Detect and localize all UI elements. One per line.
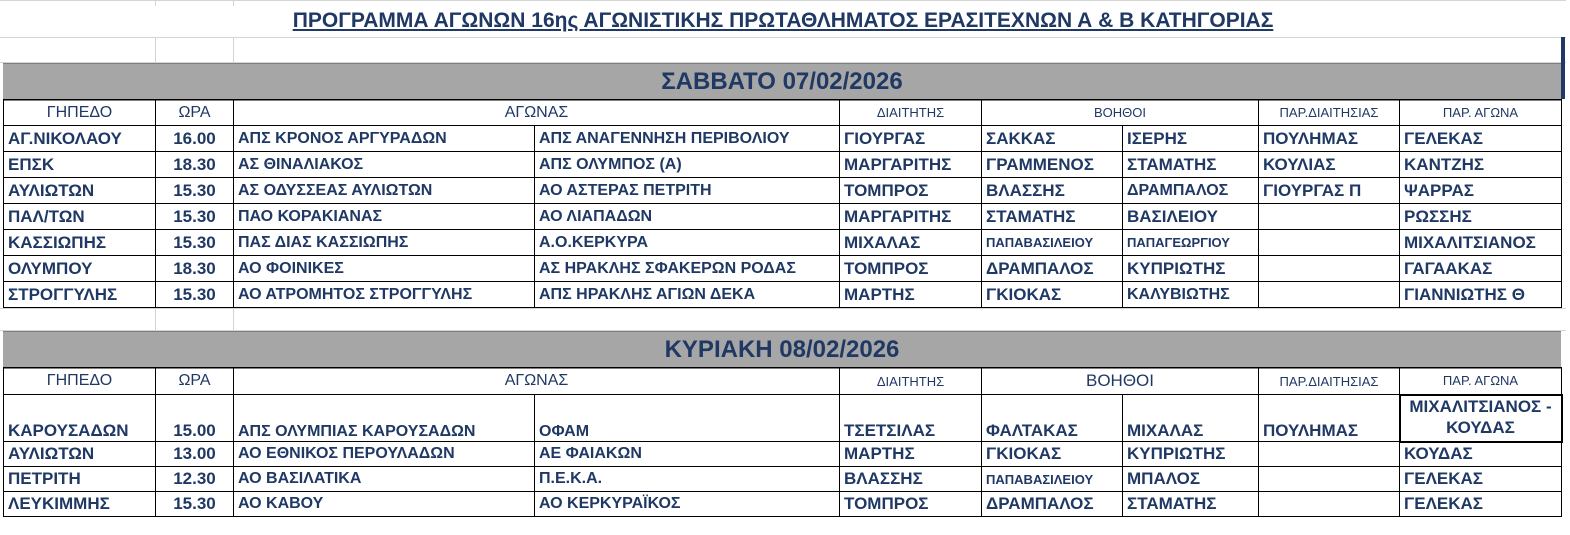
match-observer-cell[interactable]: ΜΙΧΑΛΙΤΣΙΑΝΟΣ - ΚΟΥΔΑΣ — [1400, 395, 1562, 442]
assistant1-cell: ΒΛΑΣΣΗΣ — [982, 178, 1123, 204]
table-row — [4, 467, 1562, 492]
home-team-cell: ΑΟ ΚΑΒΟΥ — [234, 492, 535, 517]
home-team-cell: ΑΣ ΘΙΝΑΛΙΑΚΟΣ — [234, 152, 535, 178]
referee-cell: ΤΣΕΤΣΙΛΑΣ — [840, 395, 982, 442]
col-venue: ΓΗΠΕΔΟ — [4, 100, 156, 126]
assistant2-cell: ΜΙΧΑΛΑΣ — [1123, 395, 1259, 442]
table-row — [4, 492, 1562, 517]
assistant2-cell: ΙΣΕΡΗΣ — [1123, 126, 1259, 152]
assistant2-cell: ΚΥΠΡΙΩΤΗΣ — [1123, 442, 1259, 467]
away-team-cell: ΑΠΣ ΟΛΥΜΠΟΣ (Α) — [535, 152, 840, 178]
home-team-cell: ΑΠΣ ΚΡΟΝΟΣ ΑΡΓΥΡΑΔΩΝ — [234, 126, 535, 152]
col-assistants: ΒΟΗΘΟΙ — [982, 368, 1259, 395]
assistant1-cell: ΓΚΙΟΚΑΣ — [982, 442, 1123, 467]
assistant1-cell: ΠΑΠΑΒΑΣΙΛΕΙΟΥ — [982, 230, 1123, 256]
venue-cell: ΚΑΡΟΥΣΑΔΩΝ — [4, 395, 156, 442]
home-team-cell: ΑΟ ΦΟΙΝΙΚΕΣ — [234, 256, 535, 282]
referee-cell: ΤΟΜΠΡΟΣ — [840, 492, 982, 517]
col-match: ΑΓΩΝΑΣ — [234, 368, 840, 395]
gridline — [0, 308, 1566, 309]
col-assistants: ΒΟΗΘΟΙ — [982, 100, 1259, 126]
away-team-cell: ΑΠΣ ΑΝΑΓΕΝΝΗΣΗ ΠΕΡΙΒΟΛΙΟΥ — [535, 126, 840, 152]
away-team-cell: ΑΟ ΚΕΡΚΥΡΑΪΚΟΣ — [535, 492, 840, 517]
referee-cell: ΜΑΡΓΑΡΙΤΗΣ — [840, 152, 982, 178]
venue-cell: ΕΠΣΚ — [4, 152, 156, 178]
venue-cell: ΑΥΛΙΩΤΩΝ — [4, 178, 156, 204]
away-team-cell: Π.Ε.Κ.Α. — [535, 467, 840, 492]
gridline — [0, 37, 1566, 38]
home-team-cell: ΑΠΣ ΟΛΥΜΠΙΑΣ ΚΑΡΟΥΣΑΔΩΝ — [234, 395, 535, 442]
assistant1-cell: ΠΑΠΑΒΑΣΙΛΕΙΟΥ — [982, 467, 1123, 492]
match-observer-cell: ΓΑΓΑΑΚΑΣ — [1400, 256, 1562, 282]
gridline — [233, 308, 234, 330]
match-observer-cell: ΚΑΝΤΖΗΣ — [1400, 152, 1562, 178]
schedule-table — [3, 367, 1563, 517]
referee-cell: ΜΑΡΓΑΡΙΤΗΣ — [840, 204, 982, 230]
gridline — [155, 37, 156, 62]
home-team-cell: ΑΟ ΑΤΡΟΜΗΤΟΣ ΣΤΡΟΓΓΥΛΗΣ — [234, 282, 535, 308]
time-cell: 18.30 — [156, 152, 234, 178]
assistant1-cell: ΔΡΑΜΠΑΛΟΣ — [982, 256, 1123, 282]
away-team-cell: ΑΟ ΛΙΑΠΑΔΩΝ — [535, 204, 840, 230]
col-time: ΩΡΑ — [156, 100, 234, 126]
assistant1-cell: ΓΡΑΜΜΕΝΟΣ — [982, 152, 1123, 178]
venue-cell: ΣΤΡΟΓΓΥΛΗΣ — [4, 282, 156, 308]
match-observer-cell: ΡΩΣΣΗΣ — [1400, 204, 1562, 230]
assistant1-cell: ΣΑΚΚΑΣ — [982, 126, 1123, 152]
venue-cell: ΠΕΤΡΙΤΗ — [4, 467, 156, 492]
table-row — [4, 282, 1562, 308]
assistant1-cell: ΣΤΑΜΑΤΗΣ — [982, 204, 1123, 230]
time-cell: 12.30 — [156, 467, 234, 492]
schedule-table — [3, 99, 1562, 308]
time-cell: 15.30 — [156, 492, 234, 517]
ref-observer-cell: ΠΟΥΛΗΜΑΣ — [1259, 126, 1400, 152]
table-row — [4, 126, 1562, 152]
ref-observer-cell: ΓΙΟΥΡΓΑΣ Π — [1259, 178, 1400, 204]
away-team-cell: ΑΕ ΦΑΙΑΚΩΝ — [535, 442, 840, 467]
time-cell: 13.00 — [156, 442, 234, 467]
col-match-observer: ΠΑΡ. ΑΓΩΝΑ — [1400, 368, 1562, 395]
assistant2-cell: ΜΠΑΛΟΣ — [1123, 467, 1259, 492]
ref-observer-cell — [1259, 256, 1400, 282]
header-row — [4, 368, 1562, 395]
table-row — [4, 204, 1562, 230]
col-ref-observer: ΠΑΡ.ΔΙΑΙΤΗΣΙΑΣ — [1259, 368, 1400, 395]
time-cell: 15.30 — [156, 230, 234, 256]
assistant2-cell: ΣΤΑΜΑΤΗΣ — [1123, 152, 1259, 178]
venue-cell: ΑΥΛΙΩΤΩΝ — [4, 442, 156, 467]
table-row — [4, 442, 1562, 467]
ref-observer-cell — [1259, 492, 1400, 517]
cell-border-accent — [1561, 37, 1565, 99]
time-cell: 18.30 — [156, 256, 234, 282]
referee-cell: ΓΙΟΥΡΓΑΣ — [840, 126, 982, 152]
table-row — [4, 395, 1562, 442]
day-banner: ΣΑΒΒΑΤΟ 07/02/2026 — [3, 63, 1561, 101]
referee-cell: ΜΑΡΤΗΣ — [840, 282, 982, 308]
referee-cell: ΤΟΜΠΡΟΣ — [840, 256, 982, 282]
time-cell: 15.30 — [156, 282, 234, 308]
away-team-cell: ΑΣ ΗΡΑΚΛΗΣ ΣΦΑΚΕΡΩΝ ΡΟΔΑΣ — [535, 256, 840, 282]
away-team-cell: ΟΦΑΜ — [535, 395, 840, 442]
gridline — [155, 308, 156, 330]
home-team-cell: ΑΟ ΒΑΣΙΛΑΤΙΚΑ — [234, 467, 535, 492]
ref-observer-cell — [1259, 204, 1400, 230]
ref-observer-cell — [1259, 282, 1400, 308]
away-team-cell: ΑΠΣ ΗΡΑΚΛΗΣ ΑΓΙΩΝ ΔΕΚΑ — [535, 282, 840, 308]
match-observer-cell: ΜΙΧΑΛΙΤΣΙΑΝΟΣ — [1400, 230, 1562, 256]
away-team-cell: ΑΟ ΑΣΤΕΡΑΣ ΠΕΤΡΙΤΗ — [535, 178, 840, 204]
home-team-cell: ΠΑΣ ΔΙΑΣ ΚΑΣΣΙΩΠΗΣ — [234, 230, 535, 256]
referee-cell: ΤΟΜΠΡΟΣ — [840, 178, 982, 204]
col-referee: ΔΙΑΙΤΗΤΗΣ — [840, 368, 982, 395]
page-title: ΠΡΟΓΡΑΜΜΑ ΑΓΩΝΩΝ 16ης ΑΓΩΝΙΣΤΙΚΗΣ ΠΡΩΤΑΘΛΗΜΑΤΟΣ ΕΡΑΣΙΤΕΧΝΩΝ Α & Β ΚΑΤΗΓΟΡΙΑΣ — [292, 9, 1274, 32]
assistant2-cell: ΠΑΠΑΓΕΩΡΓΙΟΥ — [1123, 230, 1259, 256]
assistant2-cell: ΚΥΠΡΙΩΤΗΣ — [1123, 256, 1259, 282]
gridline — [0, 0, 1566, 1]
time-cell: 15.30 — [156, 178, 234, 204]
ref-observer-cell: ΚΟΥΛΙΑΣ — [1259, 152, 1400, 178]
match-observer-cell: ΓΕΛΕΚΑΣ — [1400, 467, 1562, 492]
col-match: ΑΓΩΝΑΣ — [234, 100, 840, 126]
table-row — [4, 256, 1562, 282]
venue-cell: ΠΑΛ/ΤΩΝ — [4, 204, 156, 230]
col-time: ΩΡΑ — [156, 368, 234, 395]
match-observer-cell: ΓΕΛΕΚΑΣ — [1400, 126, 1562, 152]
col-ref-observer: ΠΑΡ.ΔΙΑΙΤΗΣΙΑΣ — [1259, 100, 1400, 126]
home-team-cell: ΑΟ ΕΘΝΙΚΟΣ ΠΕΡΟΥΛΑΔΩΝ — [234, 442, 535, 467]
ref-observer-cell — [1259, 230, 1400, 256]
time-cell: 15.30 — [156, 204, 234, 230]
home-team-cell: ΠΑΟ ΚΟΡΑΚΙΑΝΑΣ — [234, 204, 535, 230]
col-referee: ΔΙΑΙΤΗΤΗΣ — [840, 100, 982, 126]
away-team-cell: Α.Ο.ΚΕΡΚΥΡΑ — [535, 230, 840, 256]
match-observer-cell: ΓΕΛΕΚΑΣ — [1400, 492, 1562, 517]
table-row — [4, 178, 1562, 204]
col-venue: ΓΗΠΕΔΟ — [4, 368, 156, 395]
match-observer-cell: ΨΑΡΡΑΣ — [1400, 178, 1562, 204]
assistant2-cell: ΒΑΣΙΛΕΙΟΥ — [1123, 204, 1259, 230]
assistant1-cell: ΔΡΑΜΠΑΛΟΣ — [982, 492, 1123, 517]
table-row — [4, 152, 1562, 178]
gridline — [233, 37, 234, 62]
table-row — [4, 230, 1562, 256]
referee-cell: ΜΙΧΑΛΑΣ — [840, 230, 982, 256]
col-match-observer: ΠΑΡ. ΑΓΩΝΑ — [1400, 100, 1562, 126]
assistant1-cell: ΓΚΙΟΚΑΣ — [982, 282, 1123, 308]
assistant2-cell: ΚΑΛΥΒΙΩΤΗΣ — [1123, 282, 1259, 308]
assistant2-cell: ΣΤΑΜΑΤΗΣ — [1123, 492, 1259, 517]
referee-cell: ΒΛΑΣΣΗΣ — [840, 467, 982, 492]
ref-observer-cell: ΠΟΥΛΗΜΑΣ — [1259, 395, 1400, 442]
venue-cell: ΟΛΥΜΠΟΥ — [4, 256, 156, 282]
header-row — [4, 100, 1562, 126]
match-observer-cell: ΓΙΑΝΝΙΩΤΗΣ Θ — [1400, 282, 1562, 308]
venue-cell: ΛΕΥΚΙΜΜΗΣ — [4, 492, 156, 517]
ref-observer-cell — [1259, 467, 1400, 492]
time-cell: 15.00 — [156, 395, 234, 442]
venue-cell: ΚΑΣΣΙΩΠΗΣ — [4, 230, 156, 256]
referee-cell: ΜΑΡΤΗΣ — [840, 442, 982, 467]
venue-cell: ΑΓ.ΝΙΚΟΛΑΟΥ — [4, 126, 156, 152]
day-banner: ΚΥΡΙΑΚΗ 08/02/2026 — [3, 331, 1561, 369]
ref-observer-cell — [1259, 442, 1400, 467]
match-observer-cell: ΚΟΥΔΑΣ — [1400, 442, 1562, 467]
assistant1-cell: ΦΑΛΤΑΚΑΣ — [982, 395, 1123, 442]
assistant2-cell: ΔΡΑΜΠΑΛΟΣ — [1123, 178, 1259, 204]
home-team-cell: ΑΣ ΟΔΥΣΣΕΑΣ ΑΥΛΙΩΤΩΝ — [234, 178, 535, 204]
time-cell: 16.00 — [156, 126, 234, 152]
